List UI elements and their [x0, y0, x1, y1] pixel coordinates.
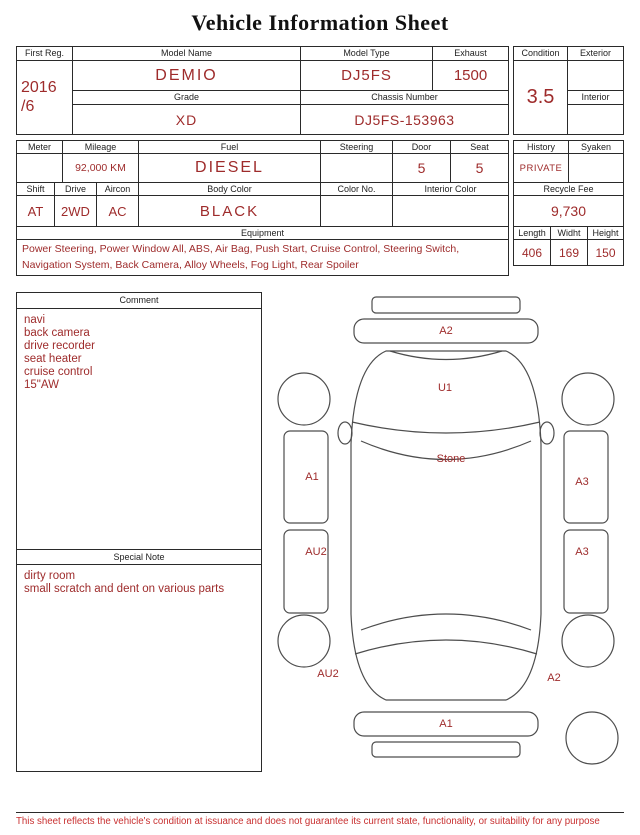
history-value: PRIVATE	[514, 154, 569, 183]
right-rear-door-panel	[564, 530, 608, 613]
first-reg-year: 2016	[21, 79, 57, 97]
rear-roof-strip	[372, 742, 520, 757]
equipment-value: Power Steering, Power Window All, ABS, Air Bag, Push Start, Cruise Control, Steering Switch, Navigation System, Back Camera, Alloy Wheels, Fog Light, Rear Spoiler	[17, 240, 509, 276]
exterior-value	[568, 61, 624, 91]
interior-color-value	[393, 196, 509, 227]
meter-value	[17, 154, 63, 183]
comment-panel	[16, 292, 262, 772]
comment-line: navi	[24, 314, 46, 326]
steering-value	[321, 154, 393, 183]
diagram-marker-rear-au2: AU2	[317, 668, 339, 680]
spec-table-top	[16, 140, 509, 183]
diagram-marker-right-a3-upper: A3	[575, 476, 589, 488]
condition-table	[513, 46, 624, 135]
main-area	[16, 292, 624, 772]
diagram-marker-u1: U1	[437, 382, 453, 394]
diagram-marker-right-a3-lower: A3	[575, 546, 589, 558]
drive-label: Drive	[55, 183, 97, 196]
comment-line: back camera	[24, 327, 90, 339]
front-roof-strip	[372, 297, 520, 313]
rear-left-wheel	[278, 615, 330, 667]
comment-line: 15"AW	[24, 379, 59, 391]
first-reg-label: First Reg.	[17, 47, 73, 61]
diagram-marker-stone: Stone	[436, 453, 466, 465]
color-no-value	[321, 196, 393, 227]
width-label: Widht	[551, 227, 588, 240]
model-name-value: DEMIO	[73, 61, 301, 91]
spec-section	[16, 140, 624, 276]
condition-label: Condition	[514, 47, 568, 61]
car-diagram	[268, 292, 624, 772]
spare-tire	[566, 712, 618, 764]
aircon-value: AC	[97, 196, 139, 227]
model-name-label: Model Name	[73, 47, 301, 61]
history-table	[513, 140, 624, 183]
width-value: 169	[551, 240, 588, 266]
meter-label: Meter	[17, 141, 63, 154]
equipment-label: Equipment	[17, 227, 509, 240]
mileage-value: 92,000 KM	[63, 154, 139, 183]
diagram-marker-left-au2: AU2	[305, 546, 327, 558]
footer-text: This sheet reflects the vehicle's condition at issuance and does not guarantee its current state, functionality, or suitability for any purpose	[16, 816, 600, 828]
fuel-value: DIESEL	[139, 154, 321, 183]
height-value: 150	[588, 240, 624, 266]
chassis-number-label: Chassis Number	[301, 91, 509, 105]
fuel-label: Fuel	[139, 141, 321, 154]
rear-right-wheel	[562, 615, 614, 667]
history-tables	[513, 140, 624, 276]
recycle-fee-value: 9,730	[514, 196, 624, 227]
windshield-top-line	[352, 422, 540, 433]
front-left-wheel	[278, 373, 330, 425]
exterior-label: Exterior	[568, 47, 624, 61]
rear-window-top-line	[361, 614, 531, 630]
spec-table-equipment	[16, 226, 509, 276]
left-mirror	[338, 422, 352, 444]
exhaust-label: Exhaust	[433, 47, 509, 61]
diagram-marker-front-a2: A2	[439, 325, 453, 337]
comment-content	[17, 309, 261, 549]
exhaust-value: 1500	[433, 61, 509, 91]
interior-color-label: Interior Color	[393, 183, 509, 196]
right-mirror	[540, 422, 554, 444]
model-type-value: DJ5FS	[301, 61, 433, 91]
chassis-number-value: DJ5FS-153963	[301, 105, 509, 135]
special-note-line: small scratch and dent on various parts	[24, 583, 225, 595]
diagram-marker-left-a1: A1	[305, 471, 319, 483]
interior-value	[568, 105, 624, 135]
comment-line: seat heater	[24, 353, 82, 365]
aircon-label: Aircon	[97, 183, 139, 196]
footer-disclaimer	[16, 812, 624, 829]
registration-section	[16, 46, 624, 135]
diagram-marker-rear-a1: A1	[439, 718, 453, 730]
grade-value: XD	[73, 105, 301, 135]
condition-value: 3.5	[514, 61, 568, 135]
special-note-content	[17, 565, 261, 771]
syaken-label: Syaken	[569, 141, 624, 154]
syaken-value	[569, 154, 624, 183]
model-type-label: Model Type	[301, 47, 433, 61]
page-title: Vehicle Information Sheet	[191, 10, 449, 35]
comment-line: cruise control	[24, 366, 93, 378]
comment-line: drive recorder	[24, 340, 95, 352]
body-color-label: Body Color	[139, 183, 321, 196]
reg-table	[16, 46, 509, 135]
length-value: 406	[514, 240, 551, 266]
rear-window-bottom-line	[355, 640, 537, 654]
dimensions-table	[513, 226, 624, 266]
car-outline-graphic	[268, 292, 624, 772]
special-note-header: Special Note	[17, 549, 261, 565]
mileage-label: Mileage	[63, 141, 139, 154]
first-reg-month: /6	[21, 97, 35, 115]
shift-label: Shift	[17, 183, 55, 196]
door-label: Door	[393, 141, 451, 154]
recycle-fee-label: Recycle Fee	[514, 183, 624, 196]
color-no-label: Color No.	[321, 183, 393, 196]
first-reg-value	[17, 61, 73, 135]
special-note-line: dirty room	[24, 570, 76, 582]
spec-table-mid	[16, 182, 509, 227]
door-value: 5	[393, 154, 451, 183]
interior-label: Interior	[568, 91, 624, 105]
grade-label: Grade	[73, 91, 301, 105]
diagram-marker-rear-a2: A2	[547, 672, 561, 684]
seat-label: Seat	[451, 141, 509, 154]
shift-value: AT	[17, 196, 55, 227]
left-rear-door-panel	[284, 530, 328, 613]
recycle-fee-table	[513, 182, 624, 227]
history-label: History	[514, 141, 569, 154]
body-color-value: BLACK	[139, 196, 321, 227]
drive-value: 2WD	[55, 196, 97, 227]
height-label: Height	[588, 227, 624, 240]
seat-value: 5	[451, 154, 509, 183]
steering-label: Steering	[321, 141, 393, 154]
comment-header: Comment	[17, 293, 261, 309]
front-right-wheel	[562, 373, 614, 425]
length-label: Length	[514, 227, 551, 240]
spec-tables	[16, 140, 509, 276]
